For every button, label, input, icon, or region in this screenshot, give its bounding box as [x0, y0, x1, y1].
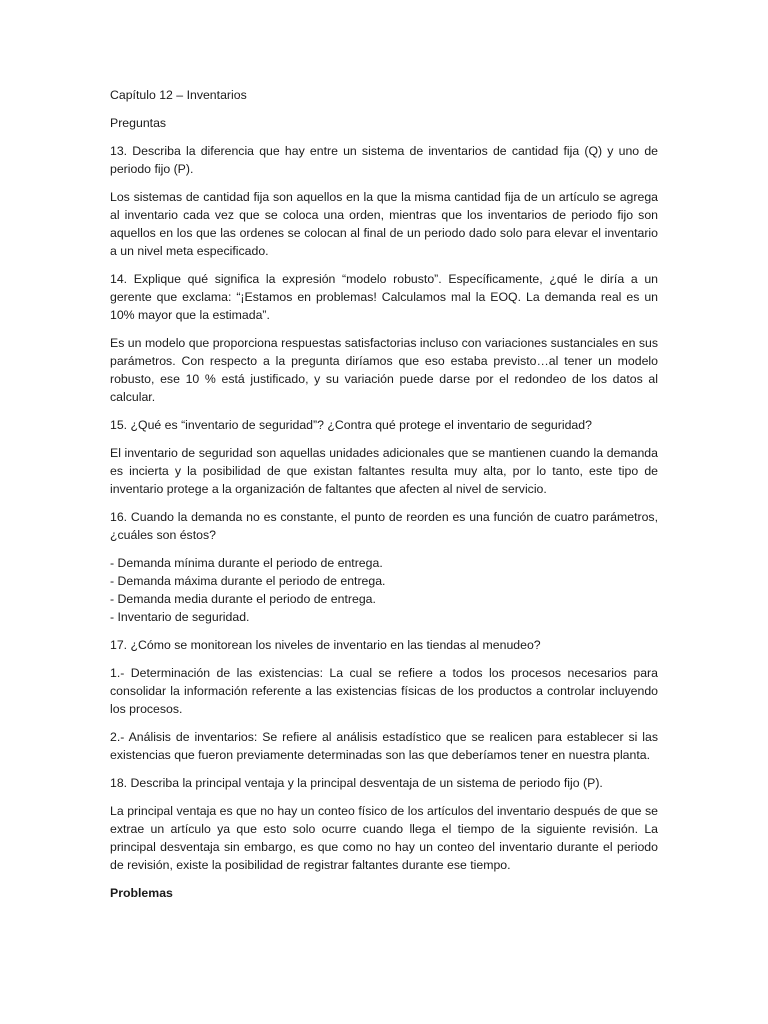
- answer-17-2: 2.- Análisis de inventarios: Se refiere al análisis estadístico que se realicen para establecer si las existencias que fueron previamente determinadas son las que deberíamos tener en nuestra planta.: [110, 730, 658, 762]
- answer-14: Es un modelo que proporciona respuestas satisfactorias incluso con variaciones sustanciales en sus parámetros. Con respecto a la pregunta diríamos que eso estaba previsto…al tener un modelo robusto, ese 10 % está justificado, y su variación puede darse por el redondeo de los datos al calcular.: [110, 336, 658, 404]
- list-item: - Demanda máxima durante el periodo de entrega.: [110, 574, 386, 588]
- answer-18: La principal ventaja es que no hay un conteo físico de los artículos del inventario después de que se extrae un artículo ya que esto solo ocurre cuando llega el tiempo de la siguiente revisión. La principal desventaja sin embargo, es que como no hay un conteo del inventario durante el periodo de revisión, existe la posibilidad de registrar faltantes durante ese tiempo.: [110, 804, 658, 872]
- section-title: Preguntas: [110, 116, 167, 130]
- question-17: 17. ¿Cómo se monitorean los niveles de inventario en las tiendas al menudeo?: [110, 638, 541, 652]
- problems-heading: Problemas: [110, 886, 173, 900]
- parameter-list: [110, 554, 658, 626]
- question-16: 16. Cuando la demanda no es constante, el punto de reorden es una función de cuatro parámetros, ¿cuáles son éstos?: [110, 510, 658, 542]
- question-18: 18. Describa la principal ventaja y la principal desventaja de un sistema de periodo fijo (P).: [110, 776, 603, 790]
- list-item: - Inventario de seguridad.: [110, 610, 250, 624]
- list-item: - Demanda mínima durante el periodo de entrega.: [110, 556, 383, 570]
- question-14: 14. Explique qué significa la expresión “modelo robusto”. Específicamente, ¿qué le diría a un gerente que exclama: “¡Estamos en problemas! Calculamos mal la EOQ. La demanda real es un 10% mayor que la estimada”.: [110, 272, 658, 322]
- answer-13: Los sistemas de cantidad fija son aquellos en la que la misma cantidad fija de un artículo se agrega al inventario cada vez que se coloca una orden, mientras que los inventarios de periodo fijo son aquellos en los que las ordenes se colocan al final de un periodo dado solo para elevar el inventario a un nivel meta especificado.: [110, 190, 658, 258]
- chapter-title: Capítulo 12 – Inventarios: [110, 88, 247, 102]
- list-item: - Demanda media durante el periodo de entrega.: [110, 592, 376, 606]
- answer-15: El inventario de seguridad son aquellas unidades adicionales que se mantienen cuando la demanda es incierta y la posibilidad de que existan faltantes resulta muy alta, por lo tanto, este tipo de inventario protege a la organización de faltantes que afecten al nivel de servicio.: [110, 446, 658, 496]
- question-15: 15. ¿Qué es “inventario de seguridad”? ¿Contra qué protege el inventario de seguridad?: [110, 418, 592, 432]
- answer-17-1: 1.- Determinación de las existencias: La cual se refiere a todos los procesos necesarios para consolidar la información referente a las existencias físicas de los productos a controlar incluyendo los procesos.: [110, 666, 658, 716]
- question-13: 13. Describa la diferencia que hay entre un sistema de inventarios de cantidad fija (Q) y uno de periodo fijo (P).: [110, 144, 658, 176]
